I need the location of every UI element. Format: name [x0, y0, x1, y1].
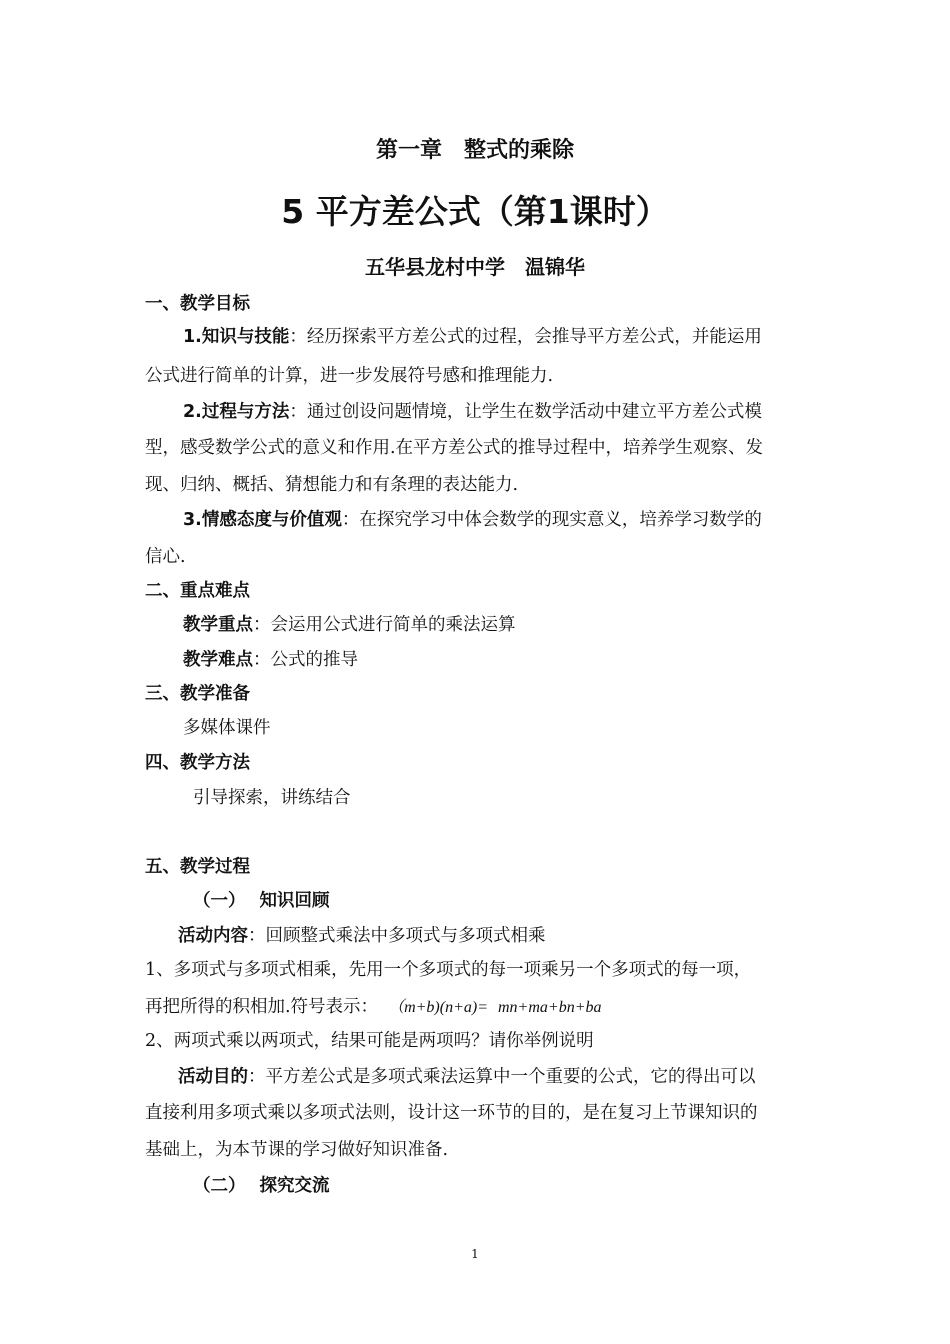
formula-left: （m+b)(n+a)= — [388, 999, 488, 1016]
subsection-review — [193, 889, 330, 913]
objective-3-label: 3.情感态度与价值观 — [183, 510, 342, 530]
subsection-explore-number: （二） — [193, 1176, 246, 1196]
objective-1-line-2: 公式进行简单的计算，进一步发展符号感和推理能力. — [145, 366, 554, 386]
page-number: 1 — [471, 1247, 479, 1261]
activity-content-label: 活动内容 — [178, 926, 248, 946]
key-point-line — [183, 613, 516, 637]
activity-content-line — [178, 924, 546, 948]
subsection-review-title: 知识回顾 — [259, 891, 330, 911]
objective-2-line-2: 型，感受数学公式的意义和作用.在平方差公式的推导过程中，培养学生观察、发 — [145, 438, 764, 458]
section-heading-objectives: 一、教学目标 — [145, 294, 250, 314]
activity-purpose-line-2: 直接利用多项式乘以多项式法则，设计这一环节的目的，是在复习上节课知识的 — [145, 1103, 758, 1123]
objective-2-line-3: 现、归纳、概括、猜想能力和有条理的表达能力. — [145, 475, 519, 495]
key-point-text: ：会运用公式进行简单的乘法运算 — [253, 615, 516, 635]
review-item-1-line-2 — [145, 995, 602, 1020]
subsection-review-number: （一） — [193, 891, 246, 911]
objective-2-line-1 — [183, 400, 762, 424]
review-item-2: 2、两项式乘以两项式，结果可能是两项吗？请你举例说明 — [145, 1031, 594, 1051]
activity-purpose-label: 活动目的 — [178, 1067, 248, 1087]
activity-purpose-text: ：平方差公式是多项式乘法运算中一个重要的公式，它的得出可以 — [248, 1067, 756, 1087]
objective-1-label: 1.知识与技能 — [183, 327, 290, 347]
subsection-explore — [193, 1174, 330, 1198]
review-item-1-text: 再把所得的积相加.符号表示： — [145, 997, 379, 1017]
objective-2-text: ：通过创设问题情境，让学生在数学活动中建立平方差公式模 — [289, 402, 762, 422]
objective-1-text: ：经历探索平方差公式的过程，会推导平方差公式，并能运用 — [289, 327, 762, 347]
section-heading-process: 五、教学过程 — [145, 857, 250, 877]
objective-1-line-1 — [183, 325, 762, 349]
difficulty-text: ：公式的推导 — [253, 650, 358, 670]
activity-purpose-line-1 — [178, 1065, 756, 1089]
activity-purpose-line-3: 基础上，为本节课的学习做好知识准备. — [145, 1140, 449, 1160]
objective-3-line-2: 信心. — [145, 547, 186, 567]
difficulty-label: 教学难点 — [183, 650, 253, 670]
method-text: 引导探索，讲练结合 — [193, 788, 351, 808]
section-heading-key-points: 二、重点难点 — [145, 581, 250, 601]
objective-3-line-1 — [183, 508, 762, 532]
subsection-explore-title: 探究交流 — [259, 1176, 330, 1196]
author-line: 五华县龙村中学 温锦华 — [365, 255, 585, 279]
section-heading-preparation: 三、教学准备 — [145, 684, 250, 704]
section-heading-method: 四、教学方法 — [145, 753, 250, 773]
objective-3-text: ：在探究学习中体会数学的现实意义，培养学习数学的 — [341, 510, 762, 530]
key-point-label: 教学重点 — [183, 615, 253, 635]
preparation-text: 多媒体课件 — [183, 718, 271, 738]
chapter-heading: 第一章 整式的乘除 — [375, 138, 574, 163]
lesson-title: 5 平方差公式（第1课时） — [281, 192, 669, 231]
review-item-1-line-1: 1、多项式与多项式相乘，先用一个多项式的每一项乘另一个多项式的每一项， — [145, 960, 752, 980]
difficulty-line — [183, 648, 358, 672]
activity-content-text: ：回顾整式乘法中多项式与多项式相乘 — [248, 926, 546, 946]
objective-2-label: 2.过程与方法 — [183, 402, 290, 422]
formula-right: mn+ma+bn+ba — [498, 999, 602, 1016]
